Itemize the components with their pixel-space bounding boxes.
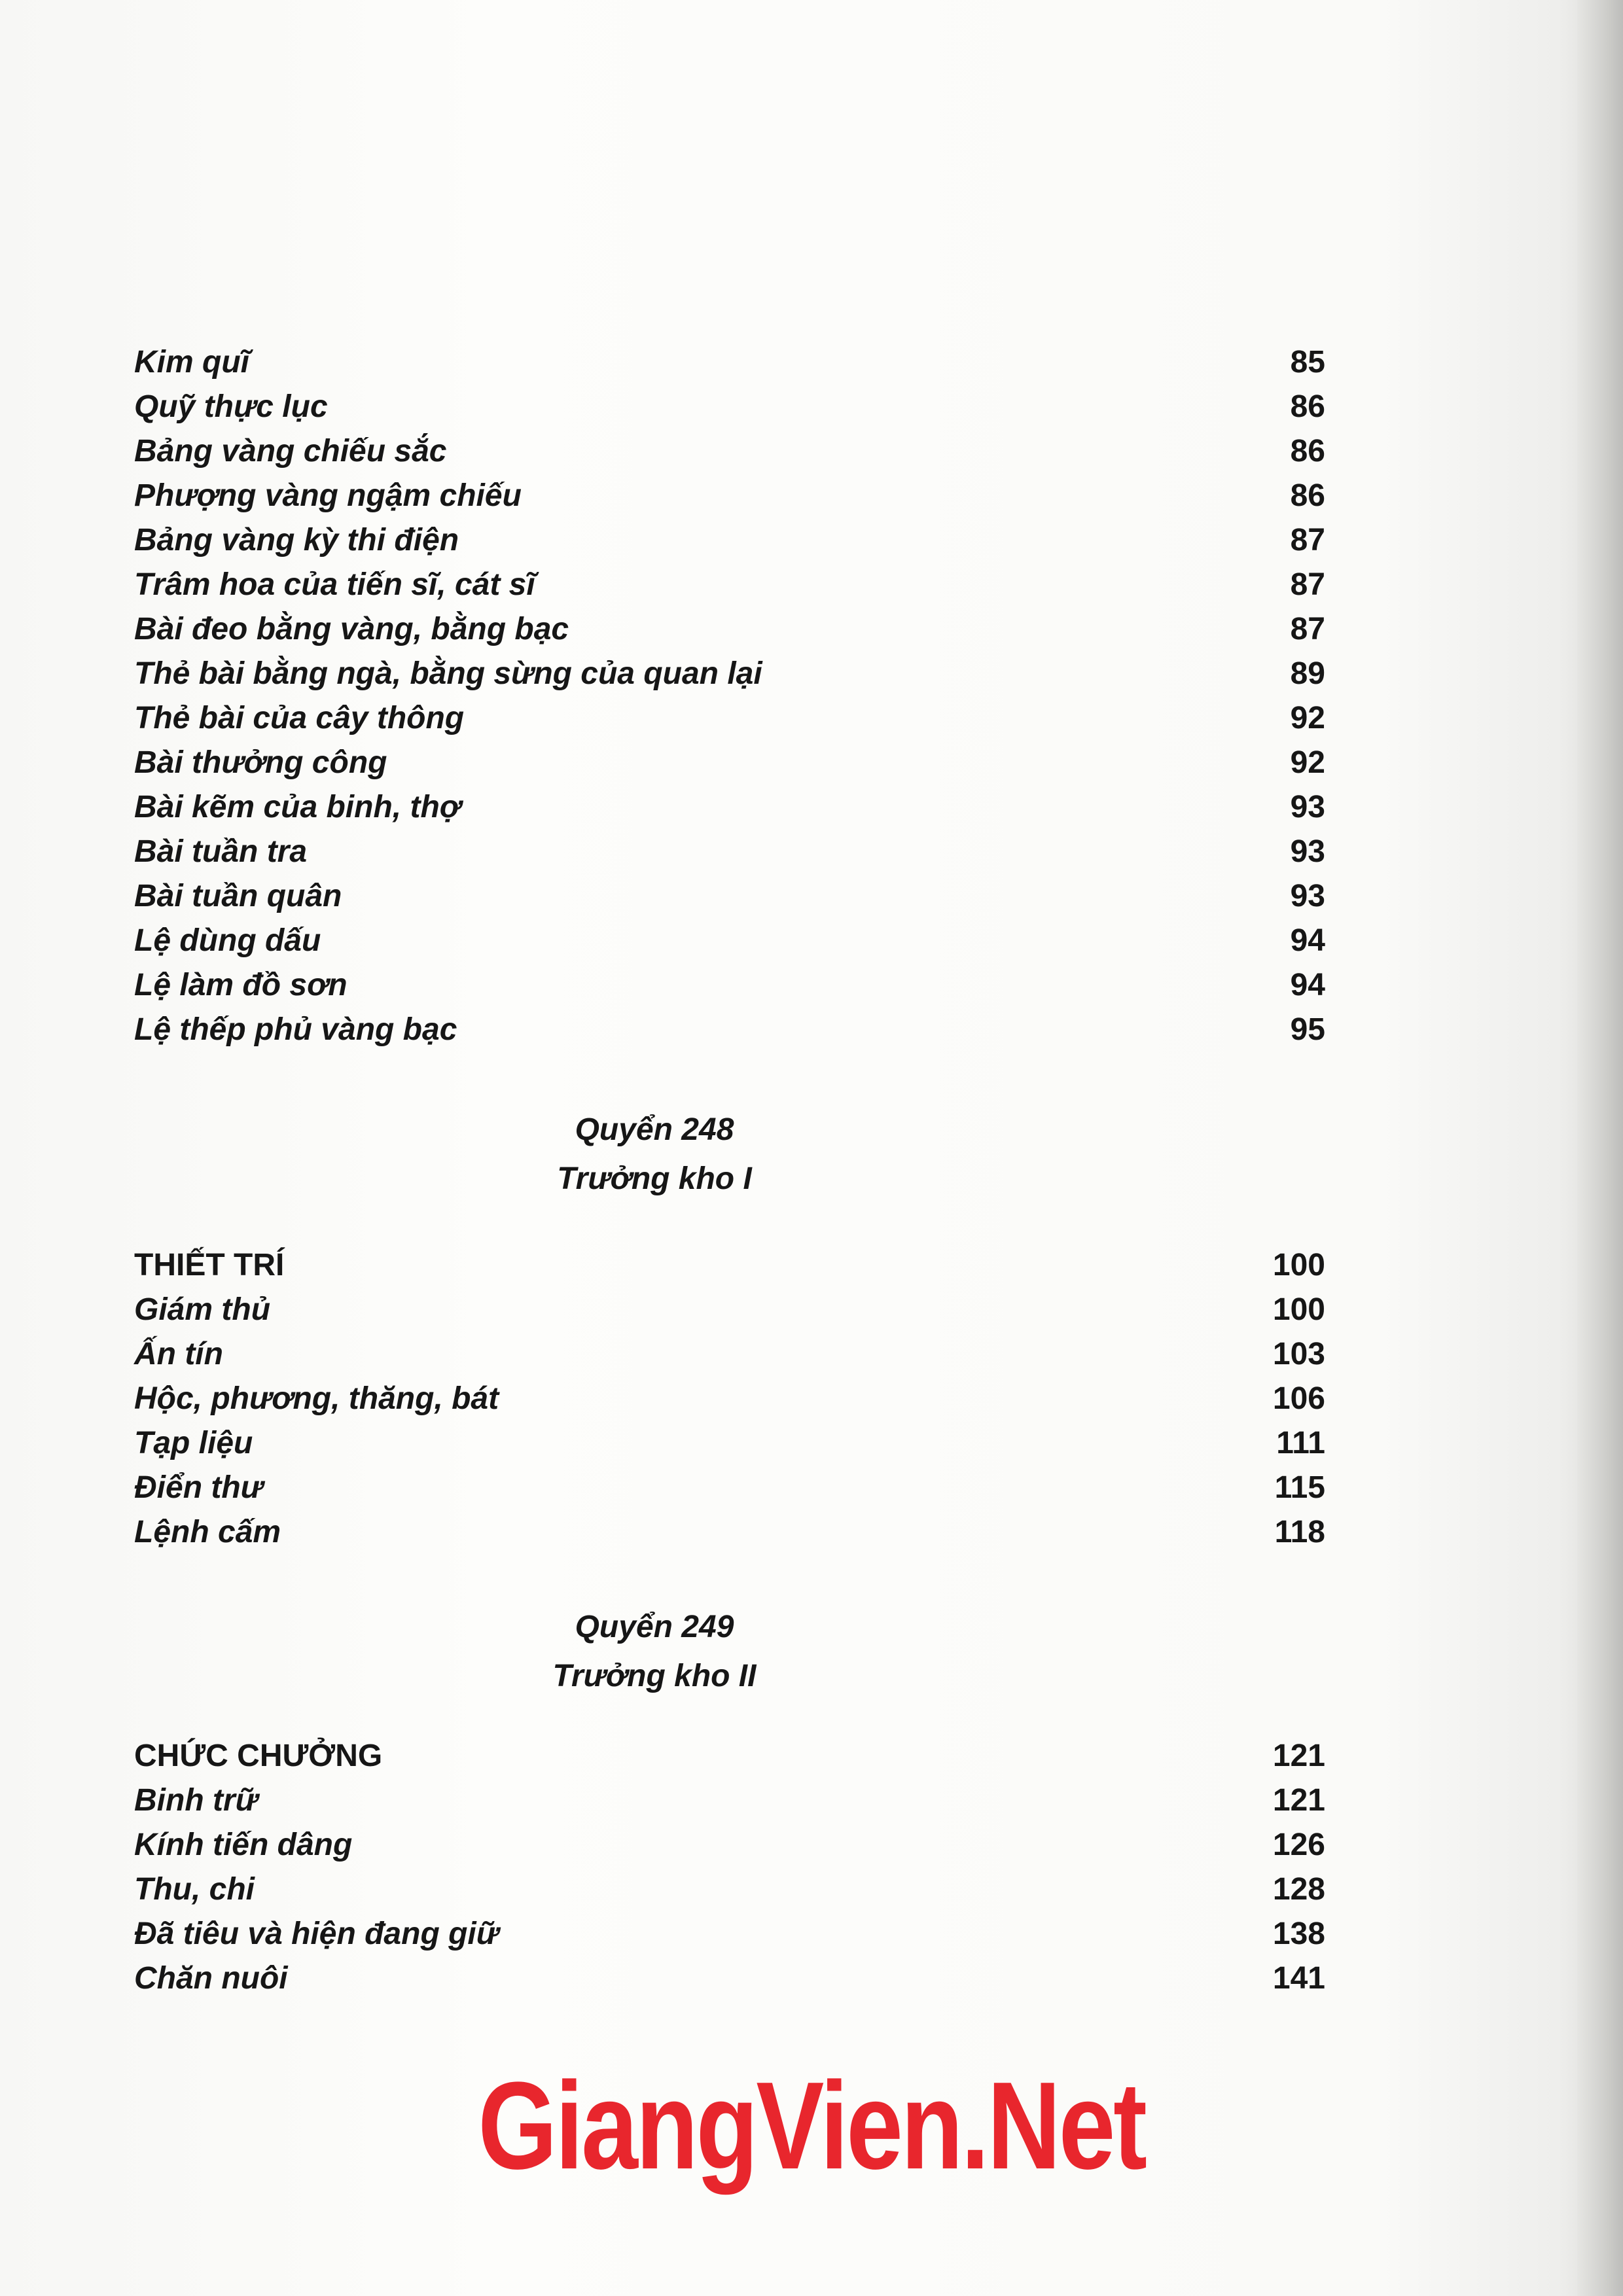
toc-entry: Lệ làm đồ sơn 94 <box>134 963 1325 1008</box>
watermark-logo: GiangVien.Net <box>478 2057 1145 2195</box>
page-number: 121 <box>1272 1739 1325 1773</box>
page-number: 106 <box>1272 1381 1325 1416</box>
page-number: 95 <box>1290 1012 1325 1047</box>
page-number: 93 <box>1290 879 1325 913</box>
toc-entry: Binh trữ 121 <box>134 1778 1325 1823</box>
toc-entry: Bài tuần quân 93 <box>134 874 1325 919</box>
toc-entry: Lệnh cấm 118 <box>134 1510 1325 1555</box>
page-number: 100 <box>1272 1248 1325 1282</box>
page-number: 118 <box>1274 1515 1325 1549</box>
toc-entry: Đã tiêu và hiện đang giữ 138 <box>134 1912 1325 1956</box>
page-number: 138 <box>1272 1916 1325 1951</box>
page-number: 85 <box>1290 345 1325 380</box>
section-caption: CHỨC CHƯỞNG <box>134 1739 383 1773</box>
toc-entry: Trâm hoa của tiến sĩ, cát sĩ 87 <box>134 563 1325 607</box>
toc-entry: Phượng vàng ngậm chiếu 86 <box>134 474 1325 518</box>
page-number: 86 <box>1290 434 1325 468</box>
page-number: 128 <box>1272 1872 1325 1907</box>
toc-entry: Ấn tín 103 <box>134 1332 1325 1377</box>
page-number: 94 <box>1290 968 1325 1002</box>
toc-entry: Thẻ bài của cây thông 92 <box>134 696 1325 741</box>
toc-entry: Chăn nuôi 141 <box>134 1956 1325 2001</box>
page-number: 87 <box>1290 612 1325 646</box>
toc-section-3 <box>134 1734 1325 2001</box>
toc-entry: Bảng vàng kỳ thi điện 87 <box>134 518 1325 563</box>
volume-subtitle: Trưởng kho I <box>557 1161 752 1196</box>
page-number: 93 <box>1290 834 1325 869</box>
toc-entry: Lệ thếp phủ vàng bạc 95 <box>134 1008 1325 1052</box>
toc-entry: Thu, chi 128 <box>134 1867 1325 1912</box>
volume-heading: Quyển 249 <box>575 1610 734 1644</box>
page-number: 121 <box>1272 1783 1325 1818</box>
page-number: 92 <box>1290 701 1325 735</box>
toc-entry: Giám thủ 100 <box>134 1288 1325 1332</box>
toc-entry: Quỹ thực lục 86 <box>134 385 1325 429</box>
page-number: 86 <box>1290 478 1325 513</box>
toc-entry: Kính tiến dâng 126 <box>134 1823 1325 1867</box>
page-number: 94 <box>1290 923 1325 958</box>
page-number: 115 <box>1274 1470 1325 1505</box>
page-number: 86 <box>1290 389 1325 424</box>
page-number: 92 <box>1290 745 1325 780</box>
volume-subtitle: Trưởng kho II <box>552 1659 757 1693</box>
page-number: 103 <box>1272 1337 1325 1371</box>
toc-entry: Hộc, phương, thăng, bát 106 <box>134 1377 1325 1421</box>
volume-heading: Quyển 248 <box>575 1112 734 1147</box>
book-spine-shadow <box>1577 0 1623 2296</box>
toc-entry: Tạp liệu 111 <box>134 1421 1325 1466</box>
page-number: 141 <box>1272 1961 1325 1996</box>
toc-entry: Bảng vàng chiếu sắc 86 <box>134 429 1325 474</box>
page-number: 87 <box>1290 567 1325 602</box>
toc-section-1 <box>134 340 1325 1052</box>
toc-entry: Bài tuần tra 93 <box>134 830 1325 874</box>
toc-entry: Thẻ bài bằng ngà, bằng sừng của quan lại 89 <box>134 652 1325 696</box>
page-number: 89 <box>1290 656 1325 691</box>
toc-entry: Bài kẽm của binh, thợ 93 <box>134 785 1325 830</box>
toc-entry <box>134 1243 1325 1288</box>
section-caption: THIẾT TRÍ <box>134 1248 285 1282</box>
page-number: 93 <box>1290 790 1325 824</box>
page-number: 111 <box>1276 1426 1325 1460</box>
toc-entry: Kim quĩ 85 <box>134 340 1325 385</box>
page-number: 87 <box>1290 523 1325 557</box>
toc-entry: Điển thư 115 <box>134 1466 1325 1510</box>
toc-entry: Lệ dùng dấu 94 <box>134 919 1325 963</box>
toc-section-2 <box>134 1243 1325 1555</box>
page-number: 100 <box>1272 1292 1325 1327</box>
page-number: 126 <box>1272 1828 1325 1862</box>
toc-entry <box>134 1734 1325 1778</box>
toc-entry: Bài đeo bằng vàng, bằng bạc 87 <box>134 607 1325 652</box>
toc-entry: Bài thưởng công 92 <box>134 741 1325 785</box>
